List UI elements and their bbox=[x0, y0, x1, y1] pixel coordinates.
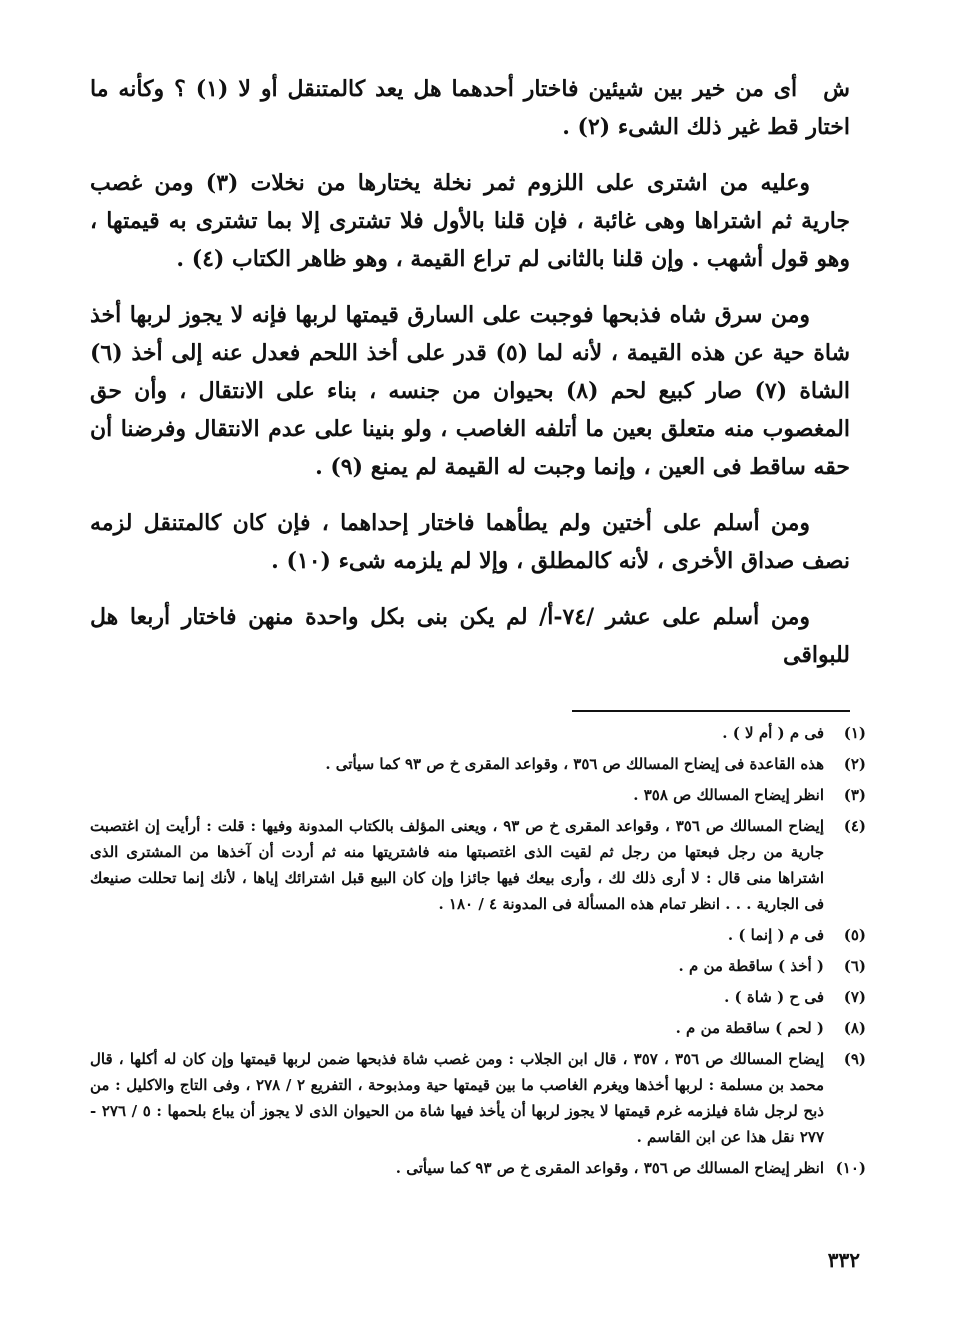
footnote bbox=[90, 1015, 866, 1041]
footnote-text: انظر إيضاح المسالك ص ٣٥٦ ، وقواعد المقرى خ ص ٩٣ كما سيأتى . bbox=[395, 1159, 824, 1177]
footnote bbox=[90, 953, 866, 979]
footnote-text: هذه القاعدة فى إيضاح المسالك ص ٣٥٦ ، وقواعد المقرى خ ص ٩٣ كما سيأتى . bbox=[325, 755, 824, 773]
footnote bbox=[90, 1155, 866, 1181]
paragraph-3: ومن سرق شاه فذبحها فوجبت على السارق قيمتها لربها فإنه لا يجوز لربها أخذ شاة حية عن هذه القيمة ، لأنه لما (٥) قدر على أخذ اللحم فعدل عنه إلى أخذ (٦) الشاة (٧) صار كبيع لحم (٨) بحيوان من جنسه ، بناء على الانتقال ، وأن حق المغصوب منه متعلق بعين ما أتلفه الغاصب ، ولو بنينا على عدم الانتقال وفرضنا أن حقه ساقط فى العين ، وإنما وجبت له القيمة لم يمنع (٩) . bbox=[90, 302, 851, 480]
footnote-text: انظر إيضاح المسالك ص ٣٥٨ . bbox=[633, 786, 824, 804]
footnote-text: فى م ( إنما ) . bbox=[727, 926, 824, 944]
footnote-number: (٦) bbox=[843, 957, 866, 975]
footnote-number: (٩) bbox=[843, 1050, 866, 1068]
footnote bbox=[90, 922, 866, 948]
paragraph-4: ومن أسلم على أختين ولم يطأهما فاختار إحداهما ، فإن كان كالمتنقل لزمه نصف صداق الأخرى ، لأنه كالمطلق ، وإلا لم يلزمه شىء (١٠) . bbox=[90, 510, 850, 574]
footnote-number: (٣) bbox=[843, 786, 866, 804]
footnote-number: (١٠) bbox=[835, 1159, 866, 1177]
footnote-text: إيضاح المسالك ص ٣٥٦ ، ٣٥٧ ، قال ابن الجلاب : ومن غصب شاة فذبحها ضمن لربها قيمتها وإن كان له أكلها ، قال محمد بن مسلمة : لربها أخذها ويغرم الغاصب ما بين قيمتها حية ومذبوحة ، التفريع ٢ / ٢٧٨ ، وفى التاج والاكليل : من ذبح لرجل شاة فيلزمه غرم قيمتها لا يجوز لربها أن يأخذ فيها شاة من الحيوان الذى لا يجوز أن يباع بلحمها : ٥ / ٢٧٦ - ٢٧٧ نقل هذا عن ابن القاسم . bbox=[90, 1050, 824, 1146]
footnote bbox=[90, 984, 866, 1010]
main-text bbox=[90, 70, 850, 692]
footnote-number: (١) bbox=[843, 724, 866, 742]
footnote-number: (٢) bbox=[843, 755, 866, 773]
footnote-separator bbox=[572, 710, 850, 712]
paragraph-1 bbox=[90, 70, 850, 146]
page-number: ٣٣٢ bbox=[827, 1248, 860, 1272]
paragraph-1-text: أى من خير بين شيئين فاختار أحدهما هل يعد كالمتنقل أو لا (١) ؟ وكأنه ما اختار قط غير ذلك الشىء (٢) . bbox=[90, 76, 850, 140]
footnote-number: (٨) bbox=[843, 1019, 866, 1037]
footnote bbox=[90, 751, 866, 777]
footnotes bbox=[90, 720, 866, 1186]
paragraph-5: ومن أسلم على عشر /٧٤-أ/ لم يكن بنى بكل واحدة منهن فاختار أربعا هل للبواقى bbox=[90, 604, 850, 668]
lead-mark: ش bbox=[823, 76, 850, 102]
footnote bbox=[90, 720, 866, 746]
footnote-number: (٧) bbox=[843, 988, 866, 1006]
footnote bbox=[90, 1046, 866, 1150]
footnote-text: ( أخذ ) ساقطة من م . bbox=[678, 957, 824, 975]
paragraph-2: وعليه من اشترى على اللزوم ثمر نخلة يختارها من نخلات (٣) ومن غصب جارية ثم اشتراها وهى غائبة ، فإن قلنا بالأول فلا تشترى إلا بما تشترى به قيمتها ، وهو قول أشهب . وإن قلنا بالثانى لم تراع القيمة ، وهو ظاهر الكتاب (٤) . bbox=[90, 170, 850, 272]
footnote-text: فى م ( أم لا ) . bbox=[722, 724, 824, 742]
footnote bbox=[90, 813, 866, 917]
footnote-text: ( لحم ) ساقطة من م . bbox=[675, 1019, 824, 1037]
footnote-number: (٤) bbox=[843, 817, 866, 835]
footnote-text: إيضاح المسالك ص ٣٥٦ ، وقواعد المقرى خ ص ٩٣ ، ويعنى المؤلف بالكتاب المدونة وفيها : قلت : أرأيت إن اغتصبت جارية من رجل فبعتها من رجل ثم لقيت الذى اغتصبتها منه فاشتريتها منه ثم أردت أن آخذها من المشترى الذى اشتراها منى قال : لا أرى ذلك لك ، وأرى بيعك فيها جائزا وإن كان البيع قبل اشترائك إياها ، لأنك إنما تحللت صنيعك فى الجارية . . . انظر تمام هذه المسألة فى المدونة ٤ / ١٨٠ . bbox=[90, 817, 824, 913]
footnote-number: (٥) bbox=[843, 926, 866, 944]
footnote bbox=[90, 782, 866, 808]
footnote-text: فى ح ( شاة ) . bbox=[724, 988, 824, 1006]
